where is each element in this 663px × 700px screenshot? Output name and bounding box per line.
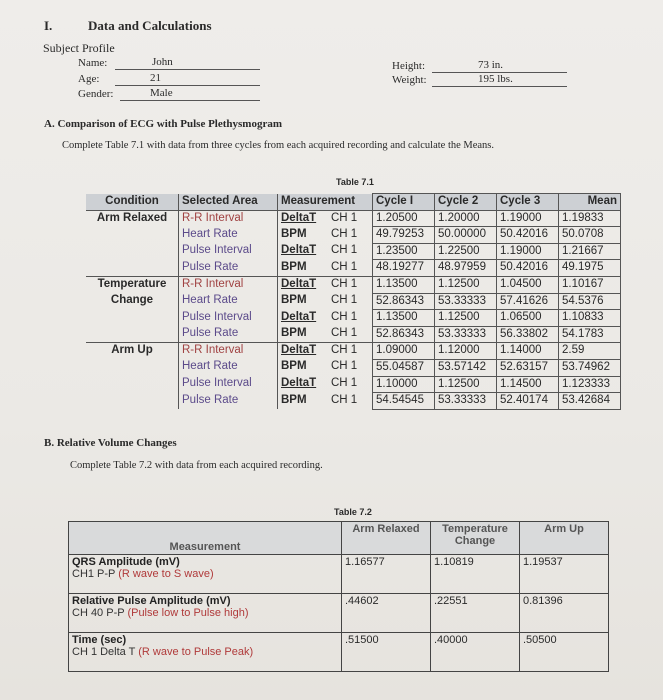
channel-cell: CH 1 (331, 244, 358, 257)
header-measurement: Measurement (278, 194, 373, 211)
selected-area-cell: Pulse Rate (179, 326, 278, 343)
table-row (86, 326, 621, 343)
height-label: Height: (392, 60, 425, 72)
cycle-1-cell: 55.04587 (373, 359, 435, 376)
selected-area-cell: Pulse Interval (179, 243, 278, 260)
measurement-cell: BPM (281, 327, 307, 340)
measurement-description: (R wave to Pulse Peak) (138, 646, 254, 658)
channel-cell: CH 1 (331, 310, 358, 323)
measurement-channel: CH 1 Delta T (72, 646, 139, 658)
mean-cell: 1.10167 (559, 276, 621, 293)
value-cell: 1.16577 (342, 555, 431, 594)
mean-cell: 53.74962 (559, 359, 621, 376)
cycle-1-cell: 48.19277 (373, 260, 435, 277)
measurement-label-cell (69, 633, 342, 672)
condition-cell (86, 227, 179, 244)
table-row (86, 393, 621, 410)
cycle-3-cell: 1.14500 (497, 376, 559, 393)
value-cell: .51500 (342, 633, 431, 672)
header-cycle-3: Cycle 3 (497, 194, 559, 211)
condition-cell: Arm Relaxed (86, 210, 179, 227)
measurement-channel: CH1 P-P (72, 568, 119, 580)
cycle-1-cell: 1.10000 (373, 376, 435, 393)
table-row (86, 210, 621, 227)
condition-cell (86, 243, 179, 260)
cycle-2-cell: 50.00000 (435, 227, 497, 244)
value-cell: 0.81396 (520, 594, 609, 633)
selected-area-cell: R-R Interval (179, 343, 278, 360)
cycle-1-cell: 49.79253 (373, 227, 435, 244)
gender-value: Male (150, 87, 173, 99)
measurement-label: QRS Amplitude (mV) (72, 556, 180, 568)
age-value: 21 (150, 72, 161, 84)
section-number: I. (44, 18, 53, 33)
table-row (86, 359, 621, 376)
measurement-cell: DeltaT (281, 211, 317, 224)
condition-cell (86, 393, 179, 410)
header-cycle-2: Cycle 2 (435, 194, 497, 211)
channel-cell: CH 1 (331, 211, 358, 224)
cycle-2-cell: 1.12500 (435, 376, 497, 393)
table-7-2 (68, 521, 609, 672)
cycle-3-cell: 50.42016 (497, 260, 559, 277)
part-b-heading: B. Relative Volume Changes (44, 437, 177, 449)
condition-cell (86, 376, 179, 393)
cycle-2-cell: 53.33333 (435, 326, 497, 343)
measurement-sub (72, 646, 338, 658)
part-a-heading: A. Comparison of ECG with Pulse Plethysmogram (44, 118, 283, 130)
cycle-3-cell: 56.33802 (497, 326, 559, 343)
cycle-2-cell: 1.22500 (435, 243, 497, 260)
part-a-instructions: Complete Table 7.1 with data from three cycles from each acquired recording and calculate the Means. (62, 140, 495, 151)
table-row (86, 227, 621, 244)
table-row (86, 376, 621, 393)
mean-cell: 49.1975 (559, 260, 621, 277)
part-b-instructions: Complete Table 7.2 with data from each acquired recording. (70, 460, 323, 471)
value-cell: 1.19537 (520, 555, 609, 594)
measurement-channel: CH 40 P-P (72, 607, 128, 619)
cycle-3-cell: 52.63157 (497, 359, 559, 376)
table-row (86, 310, 621, 327)
cycle-3-cell: 52.40174 (497, 393, 559, 410)
channel-cell: CH 1 (331, 227, 358, 240)
channel-cell: CH 1 (331, 294, 358, 307)
selected-area-cell: Heart Rate (179, 227, 278, 244)
cycle-1-cell: 1.13500 (373, 276, 435, 293)
header-cycle-1: Cycle I (373, 194, 435, 211)
table-row (69, 594, 609, 633)
condition-cell (86, 326, 179, 343)
selected-area-cell: Heart Rate (179, 359, 278, 376)
measurement-cell: DeltaT (281, 244, 317, 257)
table-row (86, 343, 621, 360)
selected-area-cell: R-R Interval (179, 276, 278, 293)
height-value: 73 in. (478, 59, 504, 71)
profile-heading: Subject Profile (43, 41, 115, 55)
measurement-description: (R wave to S wave) (118, 568, 214, 580)
cycle-3-cell: 50.42016 (497, 227, 559, 244)
cycle-2-cell: 53.57142 (435, 359, 497, 376)
table-7-1-title: Table 7.1 (336, 177, 374, 187)
measurement-cell: BPM (281, 227, 307, 240)
cycle-2-cell: 1.20000 (435, 210, 497, 227)
age-label: Age: (78, 73, 100, 85)
condition-cell (86, 310, 179, 327)
mean-cell: 1.19833 (559, 210, 621, 227)
cycle-2-cell: 53.33333 (435, 393, 497, 410)
mean-cell: 53.42684 (559, 393, 621, 410)
measurement-cell: DeltaT (278, 276, 329, 293)
mean-cell: 1.123333 (559, 376, 621, 393)
cycle-1-cell: 1.09000 (373, 343, 435, 360)
mean-cell: 2.59 (559, 343, 621, 360)
value-cell: 1.10819 (431, 555, 520, 594)
name-label: Name: (78, 57, 108, 69)
table-7-1-header (86, 194, 621, 211)
table-7-2-title: Table 7.2 (334, 507, 372, 517)
section-title: Data and Calculations (88, 18, 212, 33)
selected-area-cell: Pulse Rate (179, 260, 278, 277)
cycle-3-cell: 1.19000 (497, 210, 559, 227)
weight-value: 195 lbs. (478, 73, 513, 85)
measurement-cell: DeltaT (278, 343, 329, 360)
cycle-2-cell: 1.12500 (435, 276, 497, 293)
header-condition: Condition (86, 194, 179, 211)
measurement-sub (72, 607, 338, 619)
cycle-1-cell: 52.86343 (373, 293, 435, 310)
measurement-cell: BPM (281, 360, 307, 373)
mean-cell: 54.5376 (559, 293, 621, 310)
channel-cell: CH 1 (331, 260, 358, 273)
cycle-1-cell: 1.13500 (373, 310, 435, 327)
measurement-description: (Pulse low to Pulse high) (127, 607, 249, 619)
value-cell: .22551 (431, 594, 520, 633)
cycle-1-cell: 1.23500 (373, 243, 435, 260)
cycle-2-cell: 1.12500 (435, 310, 497, 327)
selected-area-cell: Pulse Interval (179, 310, 278, 327)
cycle-2-cell: 48.97959 (435, 260, 497, 277)
condition-cell: Temperature (86, 276, 179, 293)
cycle-3-cell: 1.06500 (497, 310, 559, 327)
condition-cell: Change (86, 293, 179, 310)
header-arm-up: Arm Up (520, 522, 609, 555)
condition-cell (86, 359, 179, 376)
selected-area-cell: R-R Interval (179, 210, 278, 227)
condition-cell: Arm Up (86, 343, 179, 360)
value-cell: .50500 (520, 633, 609, 672)
cycle-1-cell: 1.20500 (373, 210, 435, 227)
measurement-label-cell (69, 555, 342, 594)
channel-cell: CH 1 (328, 276, 373, 293)
cycle-2-cell: 1.12000 (435, 343, 497, 360)
header-temperature-change: Temperature Change (431, 522, 520, 555)
measurement-cell: DeltaT (281, 377, 317, 390)
header-measurement: Measurement (69, 522, 342, 555)
cycle-3-cell: 1.19000 (497, 243, 559, 260)
cycle-1-cell: 54.54545 (373, 393, 435, 410)
table-7-2-header (69, 522, 609, 555)
mean-cell: 1.10833 (559, 310, 621, 327)
cycle-2-cell: 53.33333 (435, 293, 497, 310)
channel-cell: CH 1 (331, 327, 358, 340)
measurement-label: Relative Pulse Amplitude (mV) (72, 595, 231, 607)
mean-cell: 54.1783 (559, 326, 621, 343)
measurement-label: Time (sec) (72, 634, 127, 646)
header-mean: Mean (559, 194, 621, 211)
table-row (86, 260, 621, 277)
table-row (86, 293, 621, 310)
measurement-cell: BPM (281, 294, 307, 307)
cycle-3-cell: 1.04500 (497, 276, 559, 293)
table-row (69, 633, 609, 672)
table-row (86, 243, 621, 260)
measurement-label-cell (69, 594, 342, 633)
table-row (86, 276, 621, 293)
channel-cell: CH 1 (328, 343, 373, 360)
channel-cell: CH 1 (331, 377, 358, 390)
channel-cell: CH 1 (331, 393, 358, 406)
table-row (69, 555, 609, 594)
measurement-sub (72, 568, 338, 580)
weight-label: Weight: (392, 74, 427, 86)
cycle-3-cell: 1.14000 (497, 343, 559, 360)
mean-cell: 50.0708 (559, 227, 621, 244)
cycle-1-cell: 52.86343 (373, 326, 435, 343)
name-value: John (152, 56, 173, 68)
measurement-cell: DeltaT (281, 310, 317, 323)
measurement-cell: BPM (281, 393, 307, 406)
condition-cell (86, 260, 179, 277)
header-selected-area: Selected Area (179, 194, 278, 211)
gender-label: Gender: (78, 88, 114, 100)
selected-area-cell: Pulse Rate (179, 393, 278, 410)
header-arm-relaxed: Arm Relaxed (342, 522, 431, 555)
value-cell: .44602 (342, 594, 431, 633)
measurement-cell: BPM (281, 260, 307, 273)
selected-area-cell: Heart Rate (179, 293, 278, 310)
cycle-3-cell: 57.41626 (497, 293, 559, 310)
value-cell: .40000 (431, 633, 520, 672)
channel-cell: CH 1 (331, 360, 358, 373)
selected-area-cell: Pulse Interval (179, 376, 278, 393)
mean-cell: 1.21667 (559, 243, 621, 260)
table-7-1 (86, 193, 621, 410)
